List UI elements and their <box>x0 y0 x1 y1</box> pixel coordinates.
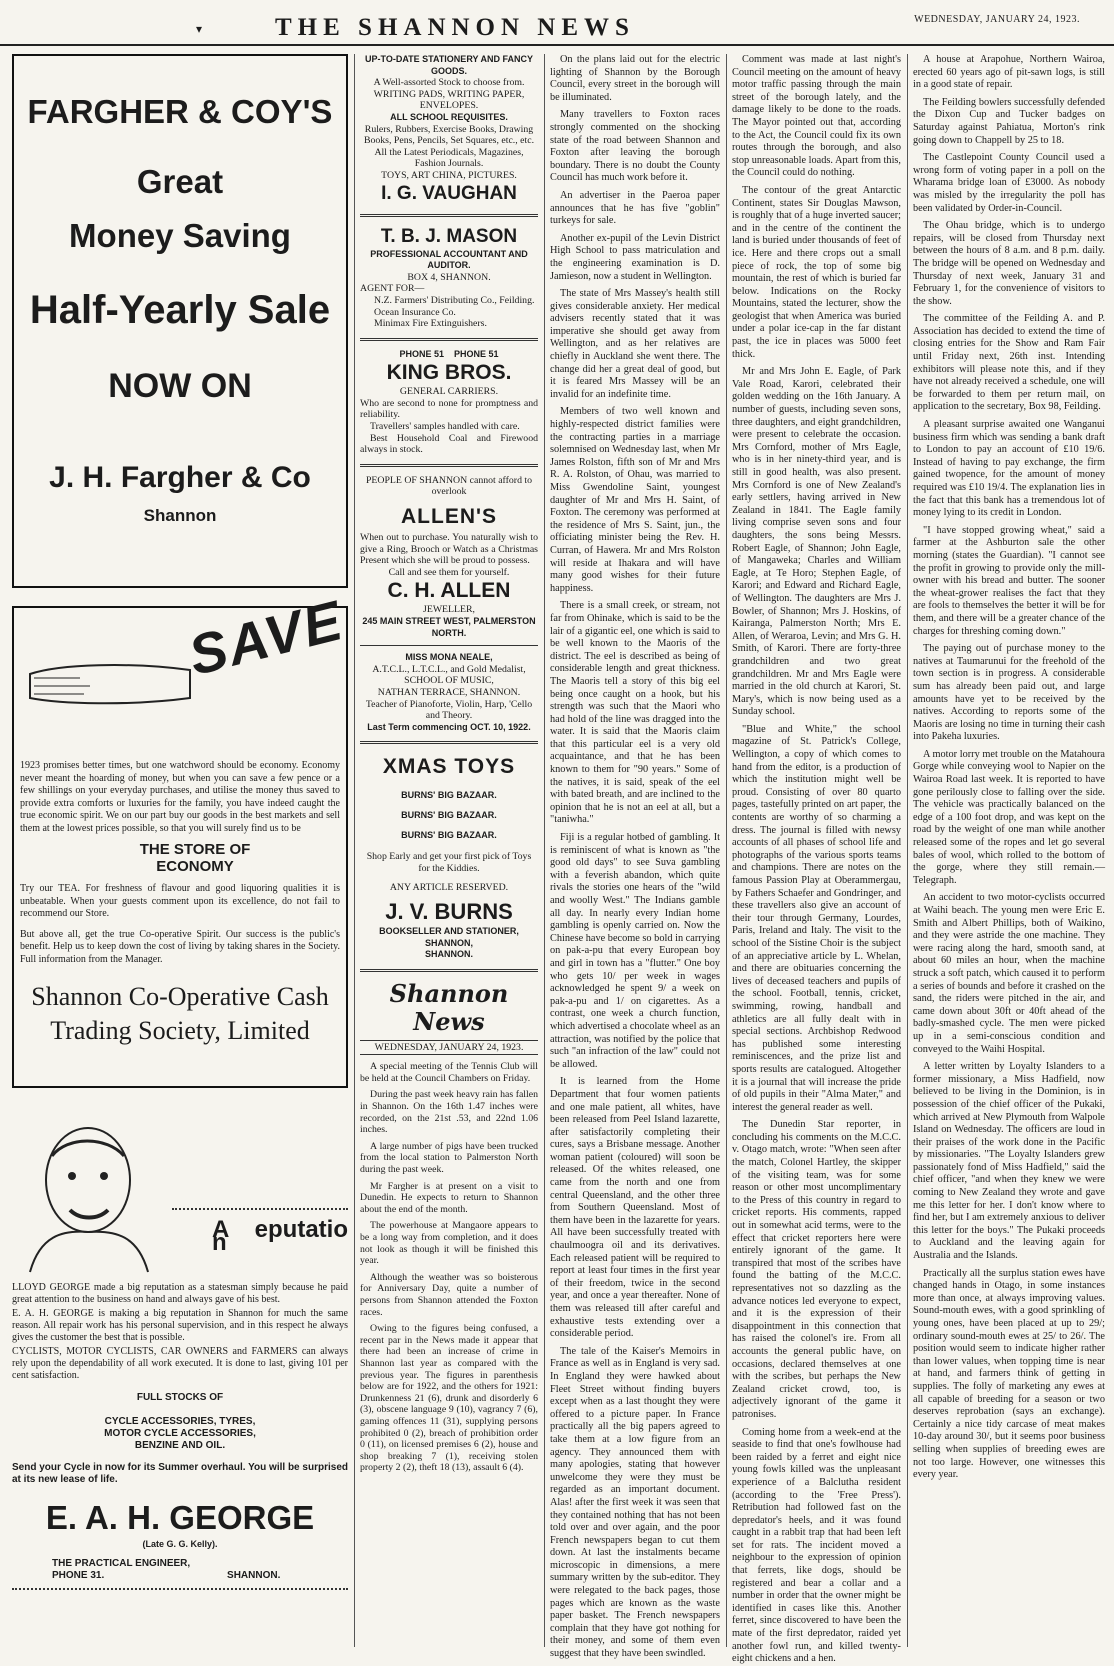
coop-p2: Try our TEA. For freshness of flavour and good liquoring qualities it is unbeatable. When your guests comment upon its excellence, do not fail to recommend our Store. <box>20 883 340 919</box>
fargher-now-on: NOW ON <box>108 367 252 405</box>
king-phones: PHONE 51 PHONE 51 <box>399 348 499 359</box>
neale-qualifications: A.T.C.L., L.T.C.L., and Gold Medalist, <box>372 663 526 675</box>
george-late: (Late G. G. Kelly). <box>142 1539 218 1549</box>
coop-p1: 1923 promises better times, but one watchword should be economy. Economy never meant the hoarding of money, but when you can save a few pence or a few shillings on your everyday purchases, and utilise the money thus saved to provide extra comforts or luxuries for the family, you have indeed caught the true economic spirit. We on our part buy our goods in the best markets and sell them at the lowest prices possible, so that you will surely find us to be <box>20 760 340 834</box>
vaughan-ad <box>360 54 538 206</box>
burns-bazaar1: BURNS' BIG BAZAAR. <box>401 790 497 801</box>
save-illustration <box>20 588 350 760</box>
burns-bazaar2: BURNS' BIG BAZAAR. <box>401 809 497 820</box>
dotted-border <box>172 1208 348 1210</box>
news-item: Fiji is a regular hotbed of gambling. It is reminiscent of what is known as "the good old days" to see Suva gambling with a feverish abandon, which quite rivals the stories one hears of the "wild and woolly West." The Indians gamble all day. In nearly every Indian home gambling is openly carried on. Now the Chinese have become so bold in carrying on pak-a-pu that every European boy and girl in town has a "flutter." One boy who gets 10/ per week in wages acknowledged he spent 9/ a week on pak-a-pu and 1/ on cigarettes. As a contrast, one week a church function, which advertised a chocolate wheel as an attraction, was notified by the police that such "an infraction of the law" could not be allowed. <box>550 832 720 1070</box>
news-item: The Feilding bowlers successfully defended the Dixon Cup and Tucker badges on Saturday against Pahiatua, Morton's rink going down to Chappell by 25 to 18. <box>913 96 1105 146</box>
masthead-rule <box>0 44 1114 46</box>
news-item: During the past week heavy rain has fallen in Shannon. On the 16th 1.47 inches were recorded, on the 21st .53, and 22nd 1.06 inches. <box>360 1089 538 1136</box>
news-item: Owing to the figures being confused, a recent par in the News made it appear that there had been an increase of crime in Shannon last year as compared with the previous year. The figures in parenthesis below are for 1922, and the others for 1921: Drunkenness 21 (6), drunk and disorderly 6 (3), obscene language 9 (10), vagrancy 7 (6), gaming offences 11 (31), supplying persons prohibited 0 (2), breach of prohibition order 0 (11), on licensed premises 6 (2), house and shop breaking 7 (1), receiving stolen property 2 (2), theft 18 (13), assault 6 (4). <box>360 1323 538 1474</box>
king-name: KING BROS. <box>386 361 512 385</box>
news-item: The Dunedin Star reporter, in concluding his comments on the M.C.C. v. Otago match, wrote: "When seen after the match, Colonel Hartley, the skipper of the visiting team, was for some reason or other most uncomplimentary to the Press of this country in regard to cricket reports. His comments, rapped out in somewhat acid terms, were to the effect that cricket reporters here were entirely ignorant of the game. It transpired that most of the scribes have found the batting of the M.C.C. representatives not so dazzling as the advance notices led everyone to expect, and it is the expression of their disappointment in this connection that has raised the colonel's ire. From all accounts the general public have, on occasions, declared themselves at one with the scribes, but perhaps the New Zealand cricket crowd, too, is adjectively ignorant of the game it patronises. <box>732 1119 901 1420</box>
coop-p3: But above all, get the true Co-operative Spirit. Our success is the public's benefit. Help us to keep down the cost of living by taking shares in the Society. Full information from the Manager. <box>20 928 340 965</box>
george-town: SHANNON. <box>227 1570 281 1581</box>
news-item: A large number of pigs have been trucked from the local station to Palmerston North during the past week. <box>360 1140 538 1176</box>
neale-school: SCHOOL OF MUSIC, <box>404 675 494 687</box>
coop-ad <box>12 588 350 1088</box>
news-item: The powerhouse at Mangaore appears to be a long way from completion, and it does not look as though it will be finished this year. <box>360 1220 538 1267</box>
george-p2: E. A. H. GEORGE is making a big reputation in Shannon for much the same reason. All repair work has his personal supervision, and in this respect he always gives the customer the best that is possible. <box>12 1308 348 1343</box>
fargher-town: Shannon <box>143 506 217 525</box>
mason-agency2: Ocean Insurance Co. <box>374 306 456 318</box>
news-item: Members of two well known and highly-respected district families were the contracting parties in a marriage solemnised on Wednesday last, when Mr James Rolston, fifth son of Mr and Mrs R. A. Rolston, of Ohau, was married to Miss Gwendoline Saint, youngest daughter of Mr and Mrs H. Saint, of Foxton. The ceremony was performed at the residence of Mrs S. Saint, jun., the officiating minister being the Rev. H. Curran, of Hawera. Mr and Mrs Rolston will reside at Ihakara and will have many good wishes for their future happiness. <box>550 406 720 594</box>
news-item: The tale of the Kaiser's Memoirs in France as well as in England is very sad. In England they were hawked about Fleet Street without finding buyers except when as a last thought they were offered to a picture paper. In France practically all the big papers agreed to take them at a low figure from an agency. They announced them with many apologies, stating that however unwelcome they were they must be regarded as an important document. Alas! after the first week it was seen that they contained nothing that has not been told over and over again, and the poor French newspapers began to cut them down. At last the instalments became microscopic in dimensions, a mere summary written by the sub-editor. They were relegated to the back pages, those pages which are known as the waste paper basket. The French newspapers complain that they have got nothing for their money, and some of them even suggest that they have been swindled. <box>550 1345 720 1660</box>
neale-address: NATHAN TERRACE, SHANNON. <box>377 686 521 698</box>
news-item: Mr Fargher is at present on a visit to Dunedin. He expects to return to Shannon about the end of the month. <box>360 1180 538 1215</box>
george-items2: MOTOR CYCLE ACCESSORIES, <box>104 1428 256 1439</box>
vaughan-heading2: ALL SCHOOL REQUISITES. <box>390 111 508 122</box>
vaughan-text4: TOYS, ART CHINA, PICTURES. <box>381 169 517 181</box>
george-body <box>12 1282 348 1590</box>
mason-agency1: N.Z. Farmers' Distributing Co., Feilding. <box>374 294 535 306</box>
news-item: The committee of the Feilding A. and P. Association has decided to extend the time of closing entries for the Show and Ram Fair until Friday next, 26th inst. Intending exhibitors will please note this, and if they have not already received a schedule, one will be forwarded to them per return mail, on application to the secretary, Box 98, Feilding. <box>913 313 1105 413</box>
mason-agency3: Minimax Fire Extinguishers. <box>374 318 487 330</box>
news-item: Mr and Mrs John E. Eagle, of Park Vale Road, Karori, celebrated their golden wedding on the 16th January. A number of guests, including seven sons, three daughters, and eight grandchildren, were present to celebrate the occasion. Mrs Cornford, mother of Mrs Eagle, who is in her ninety-third year, and is still in good health, was also present. Mrs Cornford is one of New Zealand's early settlers, having arrived in New Zealand in 1841. The Eagle family living comprise seven sons and four daughters, the sons being Messrs. Robert Eagle, of Shannon; John Eagle, of Mangaweka; Charles and William Eagle, at Te Horo; Stephen Eagle, of Karori; and Edward and Richard Eagle, of Wellington. The daughters are Mrs J. Bowler, of Shannon; Mrs J. Hoskins, of Kairanga, Palmerston North; Mrs E. Allen, of Weraroa, Levin; and Mrs G. H. Smith, of Karori. There are forty-three grandchildren and two great grandchildren. Mr and Mrs Eagle were married in the old church at Karori, St. Mary's, which is now being used as a Sunday school. <box>732 366 901 718</box>
allen-jeweller: JEWELLER, <box>423 604 475 616</box>
neale-ad <box>360 652 538 733</box>
george-headline: A eputatio n <box>212 1216 348 1256</box>
vaughan-text2: Rulers, Rubbers, Exercise Books, Drawing Books, Pens, Pencils, Set Squares, etc., etc. <box>363 123 535 147</box>
news-item: The paying out of purchase money to the natives at Taumarunui for the freehold of the town section is in progress. A considerable sum has already been paid out, and large amounts have yet to be received by the natives. According to reports some of the Maoris are losing no time in turning their cash into Pakeha luxuries. <box>913 643 1105 743</box>
column-rule <box>726 54 727 1647</box>
king-text3: Best Household Coal and Firewood always in stock. <box>360 432 538 456</box>
burns-reserved: ANY ARTICLE RESERVED. <box>389 882 509 894</box>
neale-subjects: Teacher of Pianoforte, Violin, Harp, 'Cello and Theory. <box>365 698 533 722</box>
news-item: A pleasant surprise awaited one Wanganui business firm which was sending a bank draft to London to pay an account of £10 19/6. Instead of having to pay exchange, the firm gained twopence, for the amount of money required was £10 19/4. The explanation lies in the fact that this bank has a tremendous lot of money lying to its credit in London. <box>913 419 1105 519</box>
burns-head: XMAS TOYS <box>382 755 516 779</box>
vaughan-text3: All the Latest Periodicals, Magazines, Fashion Journals. <box>374 146 524 170</box>
mason-box: BOX 4, SHANNON. <box>407 271 491 283</box>
george-p1: LLOYD GEORGE made a big reputation as a statesman simply because he paid great attention to the business on hand and always gave of his best. <box>12 1282 348 1305</box>
news-item: It is learned from the Home Department that four women patients and one male patient, all whites, have been released from Peel Island lazarette, after satisfactorily completing their cures, says a Brisbane message. Another woman patient (coloured) will soon be released. Of the whites released, one came from the north and one from central Queensland, and the other three from Southern Queensland. Most of them have been in the lazarette for years. All have been successfully treated with chaulmoogra oil and its derivatives. Each released patient will be required to report at least four times in the first year of their freedom, twice in the second year, and once a year thereafter. None of them was released till after careful and exhaustive tests extending over a considerable period. <box>550 1076 720 1340</box>
coop-name-line1: Shannon Co-Operative Cash <box>31 982 329 1011</box>
allen-name: C. H. ALLEN <box>387 579 511 603</box>
column-rule <box>907 54 908 1647</box>
news-item: "I have stopped growing wheat," said a farmer at the Ashburton sale the other morning (states the Guardian). "I cannot see the profit in growing to provide only the mill-owner with his bread and butter. The sooner the wheat-grower realises the fact that they are fools to themselves the better it will be for them, and there will be a greater chance of the charges for threshing coming down." <box>913 524 1105 637</box>
king-text2: Travellers' samples handled with care. <box>370 421 520 433</box>
king-ad <box>360 349 538 456</box>
allen-head: ALLEN'S <box>401 505 497 529</box>
fargher-firm: J. H. Fargher & Co <box>49 461 311 494</box>
george-p3: CYCLISTS, MOTOR CYCLISTS, CAR OWNERS and FARMERS can always rely upon the dependability of all work executed. It is done to last, giving 101 per cent satisfaction. <box>12 1346 348 1381</box>
column-rule <box>544 54 545 1647</box>
fargher-name: FARGHER & COY'S <box>27 93 333 130</box>
mason-ad <box>360 225 538 330</box>
burns-ad <box>360 752 538 960</box>
mason-title: PROFESSIONAL ACCOUNTANT AND AUDITOR. <box>370 248 528 271</box>
burns-town1: SHANNON, <box>424 937 473 948</box>
george-ad <box>12 1106 348 1642</box>
news-item: An advertiser in the Paeroa paper announces that he has five "goblin" turkeys for sale. <box>550 189 720 227</box>
coop-name-line2: Trading Society, Limited <box>50 1016 310 1045</box>
allen-address: 245 MAIN STREET WEST, PALMERSTON NORTH. <box>362 616 536 638</box>
news-item: There is a small creek, or stream, not far from Ohinake, which is said to be the lair of a gigantic eel, one which is said to be well known to the Maoris of the district. The eel is described as being of considerable length and great thickness. The Maoris tell a story of this big eel being once caught on a hook, but his strength was such that the Maori who had hold of the line was dragged into the water. It is said that the Maoris claim that this particular eel is a very old acquaintance, and that he has been known to them for "90 years." Some of the natives, it is said, speak of the eel with bated breath, and are inclined to the opinion that he is not an eel at all, but a "taniwha." <box>550 600 720 826</box>
king-carriers: GENERAL CARRIERS. <box>399 386 499 398</box>
news-item: A letter written by Loyalty Islanders to a former missionary, a Miss Hadfield, now believed to be living in the Dominion, is in possession of the chief officer of the Pukaki, which arrived at New Plymouth from Walpole Island on Wednesday. The officers are loud in their praises of the work done in the Pacific by missionaries. "The Loyalty Islanders grew passionately fond of Miss Hadfield," said the chief officer, "and when they knew we were coming to New Zealand they wrote and gave me this letter for her. I don't know where to find her, but I am extremely anxious to deliver this letter for the boys." The Pukaki proceeds to Auckland and the leaving again for Australia and the Islands. <box>913 1061 1105 1262</box>
news-item: The Ohau bridge, which is to undergo repairs, will be closed from Thursday next between the hours of 8 a.m. and 8 p.m. daily. The bridge will be opened on Wednesday and Thursday of next week, January 31 and February 1, for the convenience of visitors to the show. <box>913 220 1105 307</box>
burns-town2: SHANNON. <box>424 949 473 960</box>
allen-intro: PEOPLE OF SHANNON cannot afford to overlook <box>365 474 533 498</box>
burns-bazaar3: BURNS' BIG BAZAAR. <box>401 829 497 840</box>
fargher-line2: Money Saving <box>69 217 291 254</box>
column-news-4 <box>732 54 902 1665</box>
news-item: Another ex-pupil of the Levin District High School to pass matriculation and the engineering examination is D. Jamieson, now a student in Wellington. <box>550 232 720 282</box>
allen-text: When out to purchase. You naturally wish to give a Ring, Brooch or Watch as a Christmas Present which she will be proud to possess. <box>360 532 538 567</box>
news-item: A special meeting of the Tennis Club will be held at the Council Chambers on Friday. <box>360 1061 538 1084</box>
george-name: E. A. H. GEORGE <box>45 1499 315 1536</box>
news-item: The state of Mrs Massey's health still gives considerable anxiety. Her medical advisers recently stated that it was imperative she should get away from Wellington, and as her relatives are chiefly in Auckland she went there. The change did her a great deal of good, but it is feared Mrs Massey will be an invalid for an indefinite time. <box>550 288 720 400</box>
save-word: SAVE <box>182 588 350 687</box>
burns-name: J. V. BURNS <box>385 898 513 924</box>
masthead-mark: ▾ <box>196 22 203 36</box>
george-stocks: FULL STOCKS OF <box>136 1392 224 1403</box>
news-item: A motor lorry met trouble on the Matahoura Gorge while conveying wool to Napier on the Wairoa Road last week. It is reported to have gone perilously close to falling over the side. The vehicle was practically balanced on the edge of a 100 foot drop, and was kept on the road by the weight of one man while another released some of the ropes and let go several bales of wool, which rolled to the bottom of the gorge, where they still remain.—Telegraph. <box>913 748 1105 886</box>
fargher-sale: Half-Yearly Sale <box>29 288 331 332</box>
king-text1: Who are second to none for promptness and reliability. <box>360 397 538 421</box>
news-item: The contour of the great Antarctic Continent, states Sir Douglas Mawson, is roughly that of a huge inverted saucer; and in the centre of the continent the land is buried under thousands of feet of ice. Here and there crops out a small piece of rock, the top of some big mountain, the rest of which is buried far below. Indications on the Rocky Mountains, stated the lecturer, show the geologist that when America was buried under a polar ice-cap in the far distant past, the ice in places was 5000 feet thick. <box>732 184 901 360</box>
george-items1: CYCLE ACCESSORIES, TYRES, <box>104 1416 256 1427</box>
divider <box>360 338 538 341</box>
neale-term: Last Term commencing OCT. 10, 1922. <box>367 721 531 732</box>
column-rule <box>354 54 355 1647</box>
burns-trade: BOOKSELLER AND STATIONER, <box>379 925 519 936</box>
masthead <box>0 0 1114 42</box>
fargher-line1: Great <box>136 163 224 200</box>
news-item: Coming home from a week-end at the seaside to find that one's fowlhouse had been raided by a ferret and eight nice young fowls killed was the unpleasant experience of a Balclutha resident (according to the 'Free Press'). Retribution had followed fast on the depredator's heels, and it was found caught in a rabbit trap that had been left set for rats. The incident moved a neighbour to the expression of opinion that ferrets, like dogs, should be registered and bear a collar and a number in order that the owner might be identified in cases like this. Another ferret, since discovered to have been the mate of the first depredator, raided yet another fowl run, and killed twenty-eight chickens and a hen. <box>732 1426 901 1665</box>
column-ads-left <box>12 54 348 1647</box>
vaughan-heading: UP-TO-DATE STATIONERY AND FANCY GOODS. <box>364 54 533 76</box>
divider <box>360 645 538 646</box>
news-item: Practically all the surplus station ewes have changed hands in Otago, in some instances more than once, at always improving values. Sound-mouth ewes, with a good sprinkling of young ones, have been placed at up to 29/; ordinary sound-mouth ewes at 25/ to 26/. The position would seem to indicate higher rather than lower values, when topping time is near at hand, and farmers think of getting in supplies. The folly of marketing any ewes at all capable of breeding for a season or two deserves reprobation (says an exchange). Certainly a nice tidy carcase of meat makes 10-day around 30/, but it seems poor business selling when supplies of breeding ewes are not too large. However, one witnesses this every year. <box>913 1267 1105 1481</box>
news-item: Many travellers to Foxton races strongly commented on the shocking state of the road between Shannon and Foxton after leaving the borough boundary. There is no doubt the County Council has much work before it. <box>550 109 720 184</box>
george-phone-row <box>52 1570 348 1582</box>
george-items3: BENZINE AND OIL. <box>134 1440 226 1451</box>
allen-call: Call and see them for yourself. <box>388 566 510 578</box>
george-phone: PHONE 31. <box>52 1570 105 1581</box>
divider <box>360 214 538 217</box>
news-item: Although the weather was so boisterous for Anniversary Day, quite a number of persons from Shannon attended the Foxton races. <box>360 1271 538 1318</box>
news-item: An accident to two motor-cyclists occurred at Waihi beach. The young men were Eric E. Smith and Albert Phillips, both of Waikino, and they were astride the one machine. They were racing along the hard, smooth sand, at about 60 miles an hour, when the machine struck a soft patch, which caused it to perform a series of bounds and before it crashed on the sand, the riders were pitched in the air, and came down about 30ft or 40ft ahead of the badly-smashed cycle. The men were picked up in a semi-conscious condition and conveyed to the Waihi Hospital. <box>913 892 1105 1055</box>
burns-text: Shop Early and get your first pick of Toys for the Kiddies. <box>366 851 532 874</box>
masthead-date: WEDNESDAY, JANUARY 24, 1923. <box>914 14 1080 25</box>
portrait-illustration-icon <box>12 1106 162 1274</box>
nameplate: Shannon News <box>389 978 509 1036</box>
fargher-ad <box>12 54 348 588</box>
news-item: "Blue and White," the school magazine of St. Patrick's College, Wellington, a copy of which comes to hand from the editor, is a production of which the institution might well be proud. Consisting of over 80 quarto pages, tastefully printed on art paper, the contents are worthy of so charming a dress. The journal is filled with newsy accounts of all phases of school life and photographs of the various sports teams and champions. There are notes on the famous Passion Play at Oberammergau, by Fathers Schaefer and Gondringer, and these travellers also give an account of their tour through Germany, Lourdes, Paris, Ireland and Italy. The visit to the school of the Sistine Choir is the subject of an appreciative article by L. Whelan, and there are obituaries concerning the lives of deceased teachers and pupils of the school. Football, tennis, cricket, swimming, rowing, handball and athletics are all fully dealt with in special sections. Archbishop Redwood has published some interesting reminiscences, and the prize list and sports results are catalogued. Altogether it is a journal that will increase the pride of old pupils in their "Alma Mater," and interest the general reader as well. <box>732 723 901 1113</box>
divider <box>360 741 538 744</box>
allen-ad <box>360 475 538 639</box>
divider <box>360 464 538 467</box>
mason-agent: AGENT FOR— <box>360 283 425 295</box>
local-news <box>360 1061 538 1474</box>
column-news-5 <box>913 54 1105 1647</box>
neale-name: MISS MONA NEALE, <box>405 652 493 663</box>
mason-name: T. B. J. MASON <box>380 225 518 247</box>
george-engineer: THE PRACTICAL ENGINEER, <box>52 1558 191 1569</box>
news-item: Comment was made at last night's Council meeting on the amount of heavy motor traffic passing through the main street of the borough lately, and the damage likely to be done to the roads. The Mayor pointed out that, according to the Act, the Council could fix its own routes through the borough, and also stop unreasonable loads. Apart from this, the Council could do nothing. <box>732 54 902 179</box>
column-news-3 <box>550 54 720 1660</box>
vaughan-name: I. G. VAUGHAN <box>381 182 517 204</box>
george-send: Send your Cycle in now for its Summer overhaul. You will be surprised at its new lease of life. <box>12 1462 348 1485</box>
nameplate-date: WEDNESDAY, JANUARY 24, 1923. <box>360 1040 538 1056</box>
divider <box>360 969 538 972</box>
dotted-border <box>12 1588 348 1590</box>
news-item: A house at Arapohue, Northern Wairoa, erected 60 years ago of pit-sawn logs, is still in a good state of repair. <box>913 54 1105 91</box>
coop-store-heading: THE STORE OF ECONOMY <box>139 841 251 875</box>
column-ads-middle <box>360 54 538 1647</box>
news-item: On the plans laid out for the electric lighting of Shannon by the Borough Council, every street in the borough will be illuminated. <box>550 54 720 103</box>
vaughan-text1: A Well-assorted Stock to choose from. WRITING PADS, WRITING PAPER, ENVELOPES. <box>373 77 525 112</box>
masthead-title: THE SHANNON NEWS <box>275 14 635 41</box>
news-item: The Castlepoint County Council used a wrong form of voting paper in a poll on the Wharama bridge loan of £3000. As nobody was misled by the irregularity the poll has been validated by Order-in-Council. <box>913 152 1105 214</box>
